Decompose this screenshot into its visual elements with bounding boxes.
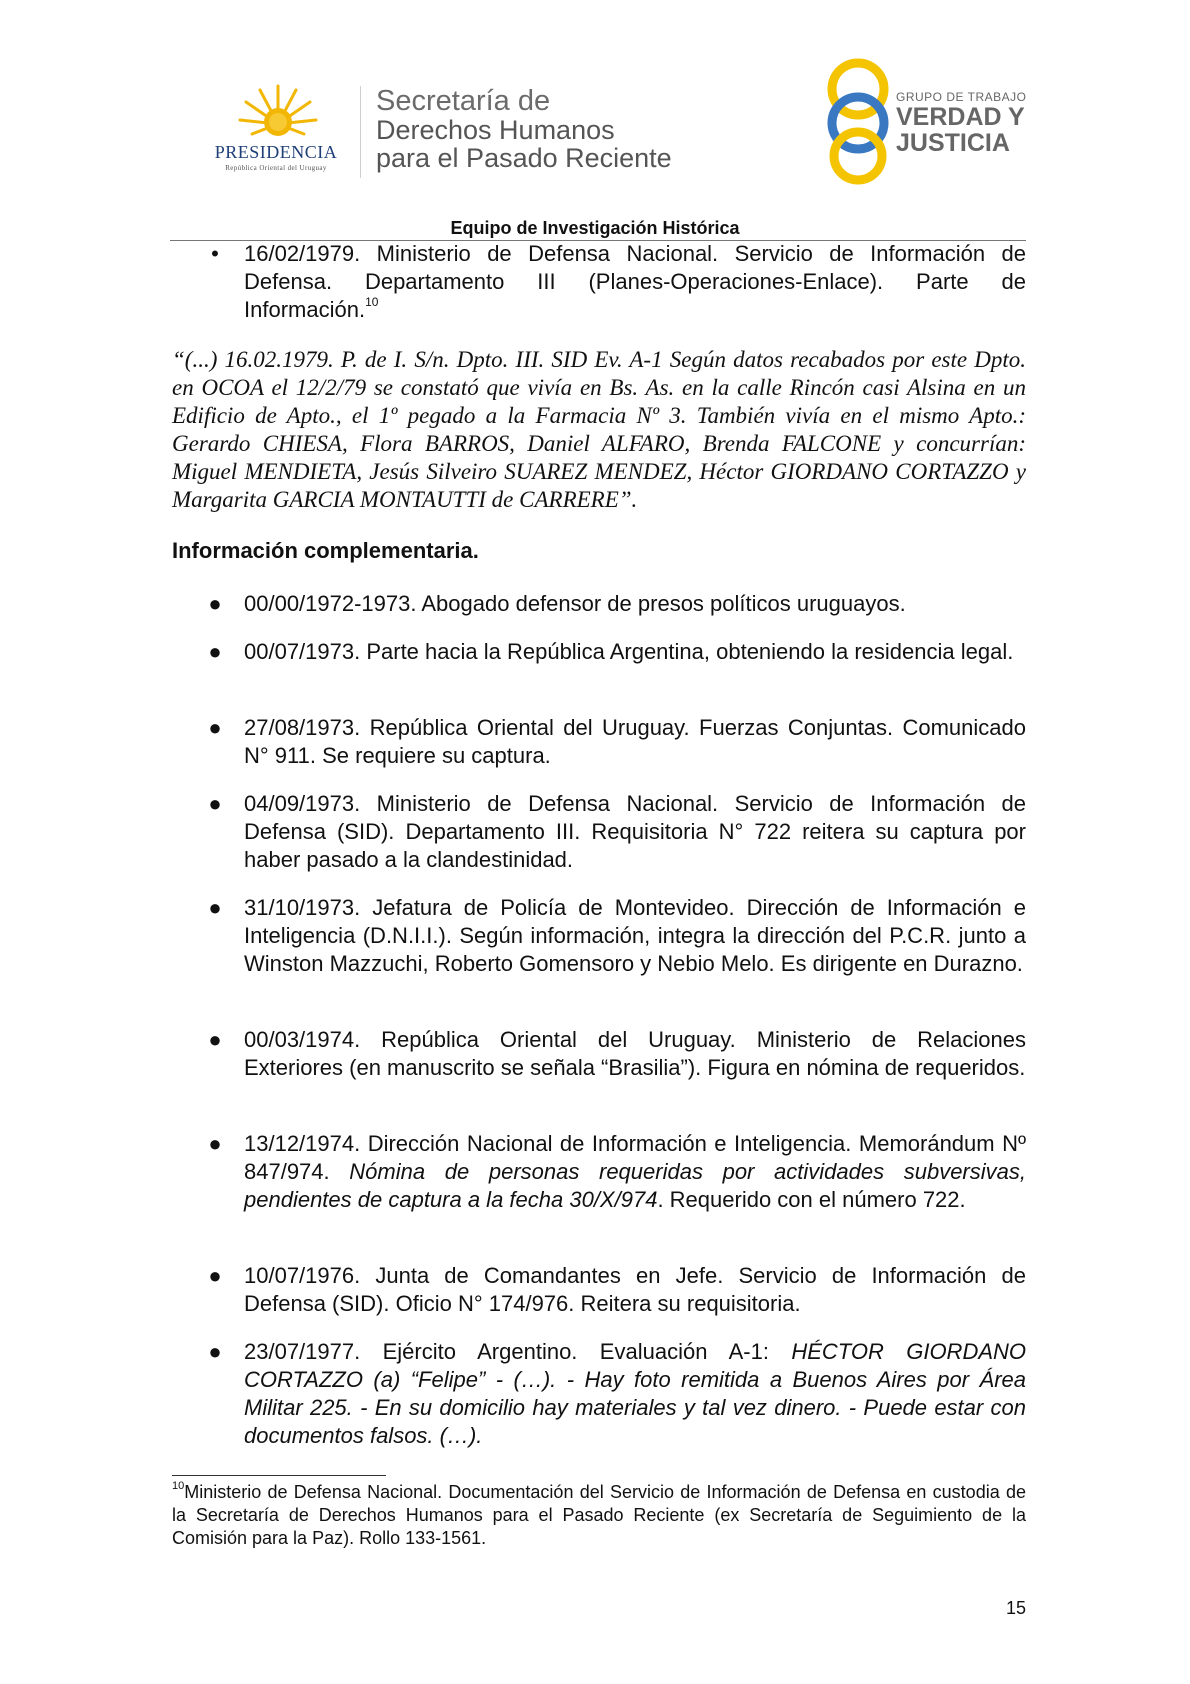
secretaria-line-2: Derechos Humanos (376, 115, 615, 145)
list-item-text: . Requerido con el número 722. (657, 1187, 966, 1212)
interlocking-rings-icon (818, 56, 898, 186)
bullet-mark: ● (208, 639, 222, 664)
secretaria-line-3: para el Pasado Reciente (376, 143, 672, 173)
footnote-reference[interactable]: 10 (365, 295, 379, 309)
bullet-mark: ● (208, 1263, 222, 1288)
list-item-text: 23/07/1977. Ejército Argentino. Evaluación A-1: (244, 1339, 792, 1364)
list-item-text: 04/09/1973. Ministerio de Defensa Nacional. Servicio de Información de Defensa (SID). Departamento III. Requisitoria N° 722 reitera su captura por haber pasado a la clandestinidad. (244, 791, 1026, 872)
footnote-number: 10 (172, 1480, 185, 1492)
bullet-mark: • (211, 241, 219, 266)
bullet-mark: ● (208, 1131, 222, 1156)
footnote-rule (172, 1475, 386, 1476)
secretaria-line-1: Secretaría de (376, 85, 551, 117)
footnote (172, 1481, 1026, 1550)
presidencia-logo-text: PRESIDENCIA (214, 142, 338, 162)
gt-logo-line-3: JUSTICIA (896, 129, 1010, 157)
list-item-text: 31/10/1973. Jefatura de Policía de Montevideo. Dirección de Información e Inteligencia (D.N.I.I.). Según información, integra la dirección del P.C.R. junto a Winston Mazzuchi, Roberto Gomensoro y Nebio Melo. Es dirigente en Durazno. (244, 895, 1026, 976)
list-item-text: 27/08/1973. República Oriental del Uruguay. Fuerzas Conjuntas. Comunicado N° 911. Se requiere su captura. (244, 715, 1026, 768)
sun-emblem-icon (238, 82, 318, 142)
list-item-text: 13/12/1974. Dirección Nacional de Información e Inteligencia. Memorándum Nº 847/974. (244, 1131, 1026, 1184)
bullet-mark: ● (208, 715, 222, 740)
header-subtitle: Equipo de Investigación Histórica (450, 218, 740, 238)
list-item-text: 00/00/1972-1973. Abogado defensor de presos políticos uruguayos. (244, 591, 906, 616)
presidencia-logo (196, 82, 356, 178)
gt-logo-line-2: VERDAD Y (896, 103, 1025, 131)
list-item-quoted-text: HÉCTOR GIORDANO CORTAZZO (a) “Felipe” - (…). - Hay foto remitida a Buenos Aires por Área Militar 225. - En su domicilio hay materiales y tal vez dinero. - Puede estar con documentos falsos. (…). (244, 1339, 1027, 1448)
list-item-text: 00/07/1973. Parte hacia la República Argentina, obteniendo la residencia legal. (244, 639, 1014, 664)
page-number: 15 (1005, 1598, 1026, 1618)
bullet-mark: ● (208, 1339, 222, 1364)
list-item-text: 16/02/1979. Ministerio de Defensa Nacional. Servicio de Información de Defensa. Departamento III (Planes-Operaciones-Enlace). Parte de Información. (244, 241, 1026, 322)
presidencia-logo-subtext: República Oriental del Uruguay (225, 164, 327, 172)
logo-divider (360, 86, 361, 178)
bullet-mark: ● (208, 791, 222, 816)
list-item-text: 00/03/1974. República Oriental del Uruguay. Ministerio de Relaciones Exteriores (en manuscrito se señala “Brasilia”). Figura en nómina de requeridos. (244, 1027, 1026, 1080)
section-heading: Información complementaria. (172, 538, 479, 563)
secretaria-logo (376, 86, 672, 172)
verdad-justicia-logo (818, 56, 1048, 186)
gt-logo-line-1: GRUPO DE TRABAJO (896, 90, 1027, 104)
bullet-mark: ● (208, 1027, 222, 1052)
list-item-quoted-text: Nómina de personas requeridas por actividades subversivas, pendientes de captura a la fecha 30/X/974 (244, 1159, 1026, 1212)
list-item-text: 10/07/1976. Junta de Comandantes en Jefe. Servicio de Información de Defensa (SID). Oficio N° 174/976. Reitera su requisitoria. (244, 1263, 1026, 1316)
footnote-text: Ministerio de Defensa Nacional. Documentación del Servicio de Información de Defensa en custodia de la Secretaría de Derechos Humanos para el Pasado Reciente (ex Secretaría de Seguimiento de la Comisión para la Paz). Rollo 133-1561. (172, 1482, 1026, 1548)
bullet-mark: ● (208, 895, 222, 920)
bullet-mark: ● (208, 591, 222, 616)
block-quote: “(...) 16.02.1979. P. de I. S/n. Dpto. III. SID Ev. A-1 Según datos recabados por este Dpto. en OCOA el 12/2/79 se constató que vivía en Bs. As. en la calle Rincón casi Alsina en un Edificio de Apto., el 1º pegado a la Farmacia Nº 3. También vivía en el mismo Apto.: Gerardo CHIESA, Flora BARROS, Daniel ALFARO, Brenda FALCONE y concurrían: Miguel MENDIETA, Jesús Silveiro SUAREZ MENDEZ, Héctor GIORDANO CORTAZZO y Margarita GARCIA MONTAUTTI de CARRERE”. (172, 347, 1026, 512)
